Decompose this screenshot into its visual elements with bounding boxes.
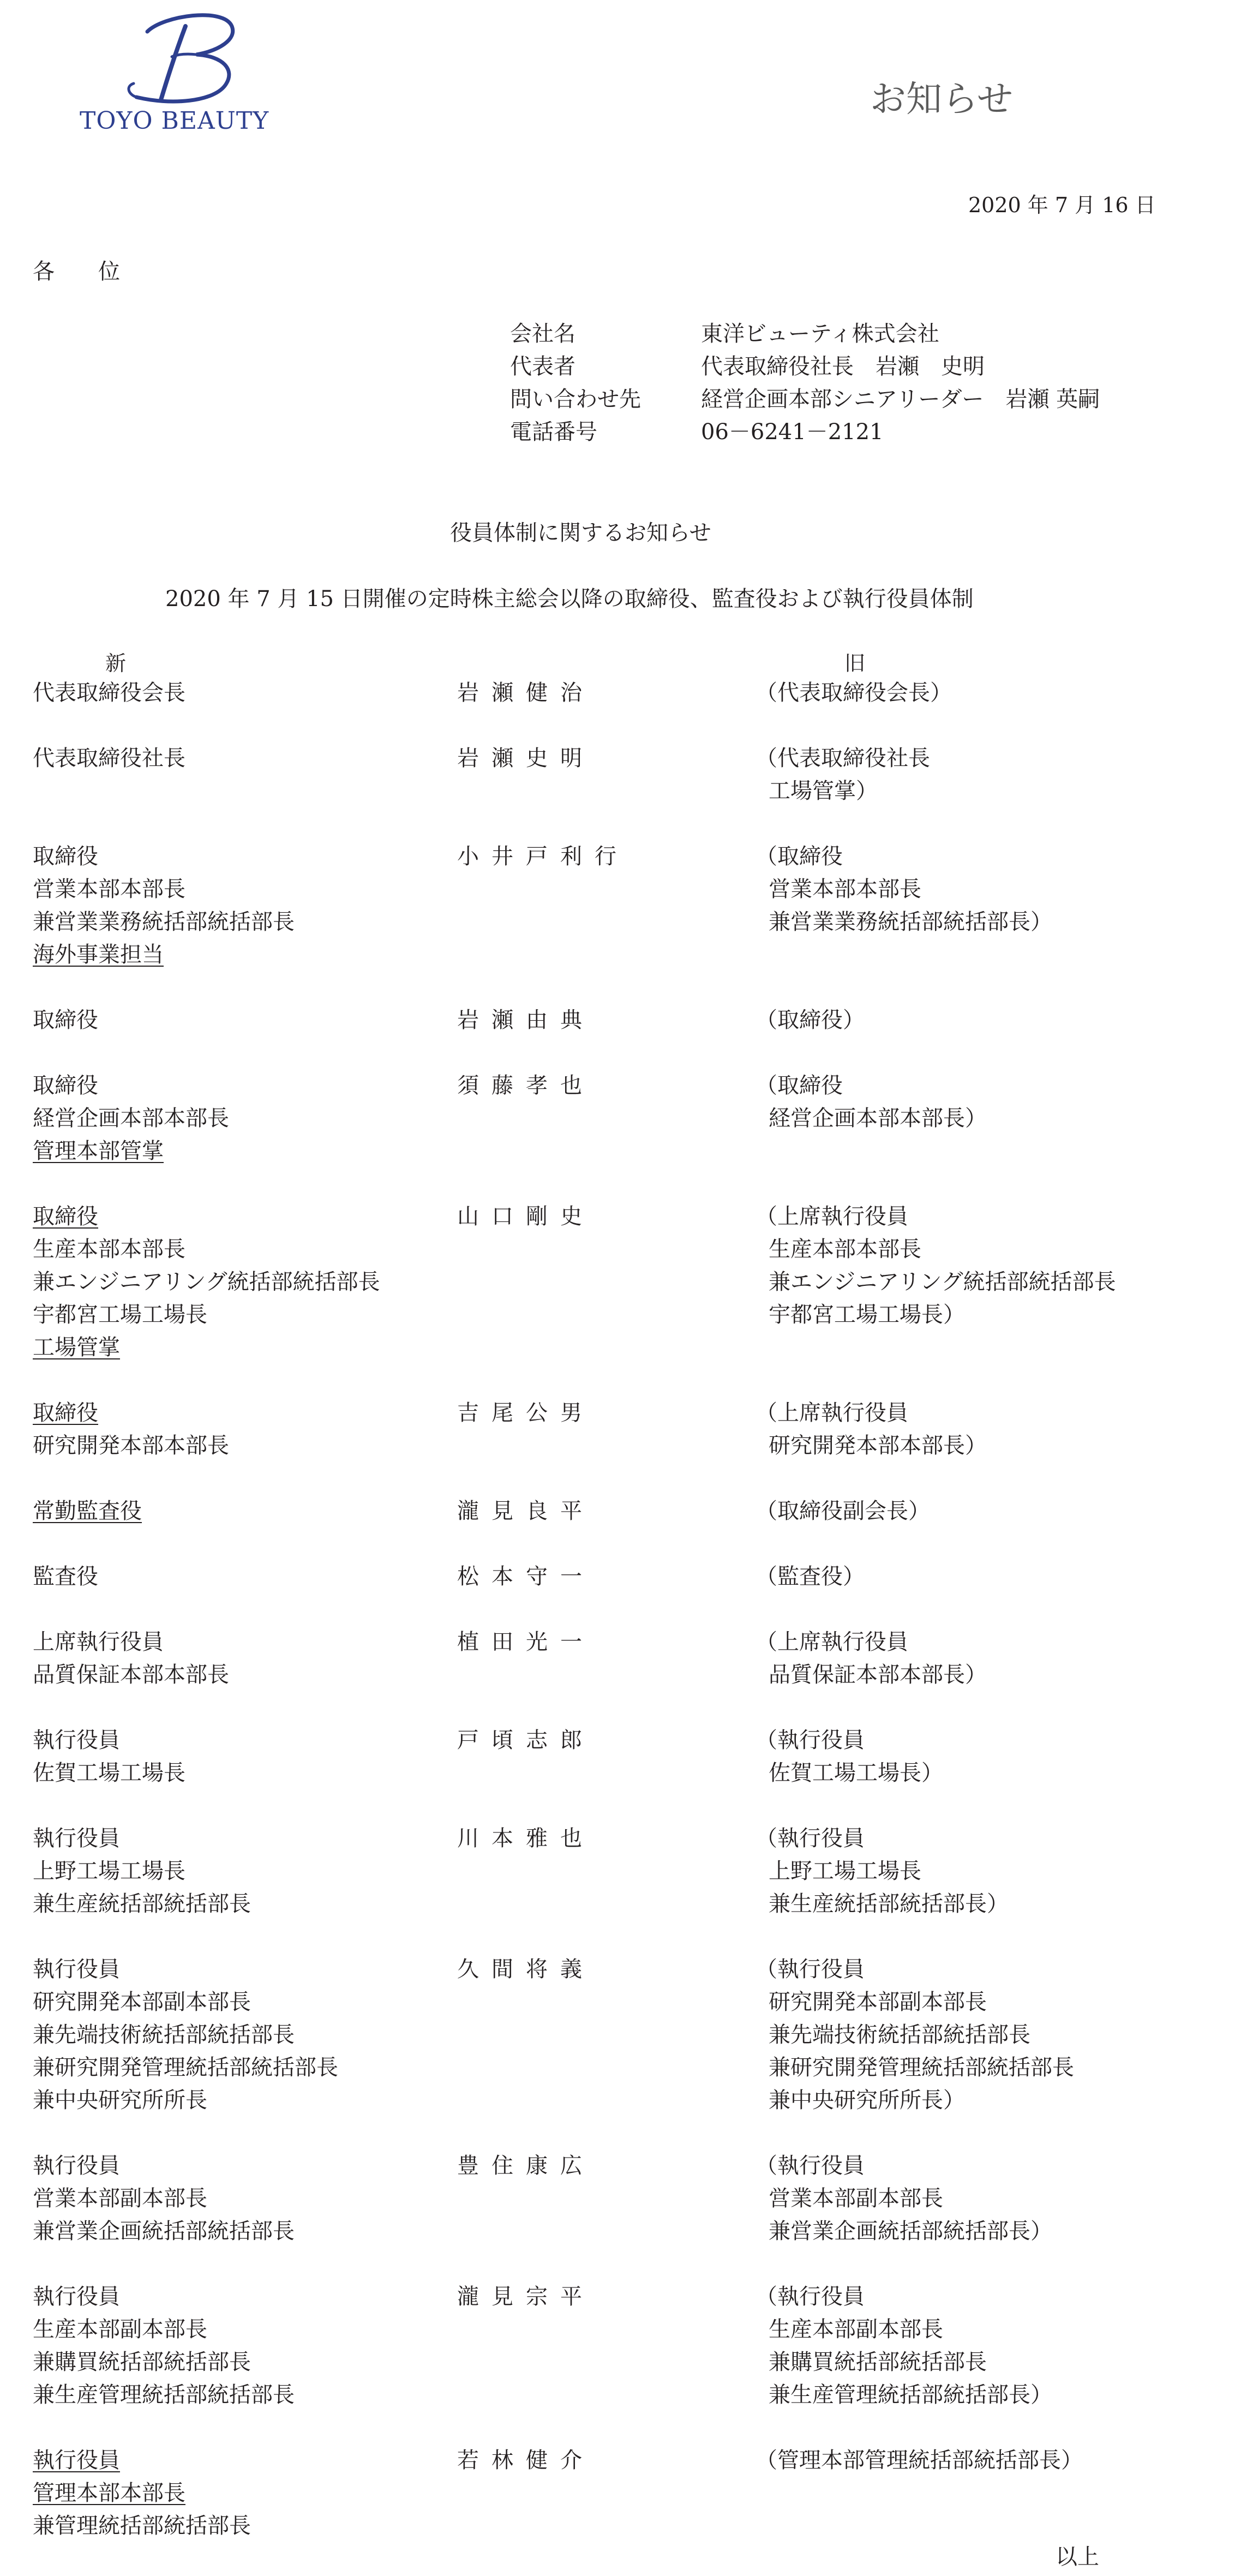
new-position <box>33 1626 229 1691</box>
new-position-line: 研究開発本部本部長 <box>33 1433 229 1458</box>
new-position-line: 兼営業企画統括部統括部長 <box>33 2219 295 2244</box>
logo-image <box>115 10 245 108</box>
old-position-line: （執行役員 <box>756 2284 865 2309</box>
officer-name: 岩瀬健治 <box>457 680 595 705</box>
new-position-line: 執行役員 <box>33 1826 120 1851</box>
old-position-line: （取締役） <box>756 1008 865 1033</box>
old-position-line: 宇都宮工場工場長） <box>769 1302 965 1327</box>
old-position-line: 兼先端技術統括部統括部長 <box>769 2022 1030 2047</box>
new-position-line: 取締役 <box>33 1008 98 1033</box>
old-position <box>756 1495 930 1527</box>
new-position-line: 兼管理統括部統括部長 <box>33 2513 251 2538</box>
company-name-label: 会社名 <box>510 321 575 346</box>
new-position-line: 管理本部本部長 <box>33 2481 185 2506</box>
old-position-line: 兼生産統括部統括部長） <box>769 1891 1009 1916</box>
new-position-line: 兼先端技術統括部統括部長 <box>33 2022 295 2047</box>
old-position-line: 研究開発本部本部長） <box>769 1433 987 1458</box>
new-position <box>33 1200 380 1364</box>
old-position-line: （監査役） <box>756 1564 865 1589</box>
old-position-line: 営業本部本部長 <box>769 877 921 902</box>
old-position <box>756 1626 987 1691</box>
old-position-line: 兼営業企画統括部統括部長） <box>769 2219 1052 2244</box>
new-position <box>33 1397 229 1462</box>
new-position-line: 取締役 <box>33 1073 98 1098</box>
officer-name: 植田光一 <box>457 1630 595 1655</box>
old-position-line: （執行役員 <box>756 1826 865 1851</box>
new-position <box>33 2444 251 2542</box>
old-position <box>756 840 1052 938</box>
new-position <box>33 1560 98 1593</box>
new-position <box>33 1724 185 1789</box>
representative-value: 代表取締役社長 岩瀬 史明 <box>701 354 985 379</box>
old-position-line: 生産本部副本部長 <box>769 2317 943 2342</box>
new-position-line: 工場管掌 <box>33 1335 120 1360</box>
old-position <box>756 1004 865 1037</box>
new-position-line: 執行役員 <box>33 2284 120 2309</box>
phone-label: 電話番号 <box>510 420 597 445</box>
new-position-line: 兼購買統括部統括部長 <box>33 2350 251 2375</box>
old-position-line: 工場管掌） <box>769 778 878 804</box>
officer-name: 瀧見宗平 <box>457 2284 595 2309</box>
logo-text: TOYO BEAUTY <box>80 107 269 135</box>
new-position-line: 研究開発本部副本部長 <box>33 1990 251 2015</box>
new-position-line: 海外事業担当 <box>33 942 164 967</box>
old-position-line: （上席執行役員 <box>756 1400 908 1425</box>
officer-name: 岩瀬史明 <box>457 746 595 771</box>
old-position <box>756 676 952 709</box>
old-position <box>756 1560 865 1593</box>
new-position-line: 代表取締役社長 <box>33 746 185 771</box>
new-position <box>33 840 295 971</box>
old-position-line: （代表取締役社長 <box>756 746 930 771</box>
new-position-line: 常勤監査役 <box>33 1499 142 1524</box>
new-position <box>33 676 185 709</box>
old-position-line: 品質保証本部本部長） <box>769 1662 987 1687</box>
phone-value: 06－6241－2121 <box>701 420 884 445</box>
officer-name: 戸頃志郎 <box>457 1728 595 1753</box>
old-position-line: （執行役員 <box>756 2153 865 2178</box>
new-position-line: 取締役 <box>33 1400 98 1425</box>
old-position-line: 兼生産管理統括部統括部長） <box>769 2382 1052 2407</box>
officer-name: 小井戸利行 <box>457 844 629 869</box>
new-position-line: 兼営業業務統括部統括部長 <box>33 909 295 934</box>
new-position-line: 営業本部本部長 <box>33 877 185 902</box>
new-position-line: 取締役 <box>33 844 98 869</box>
new-position-line: 代表取締役会長 <box>33 680 185 705</box>
old-position-line: （代表取締役会長） <box>756 680 952 705</box>
new-position-line: 兼エンジニアリング統括部統括部長 <box>33 1269 380 1295</box>
contact-value: 経営企画本部シニアリーダー 岩瀬 英嗣 <box>701 387 1100 412</box>
page-title: お知らせ <box>870 78 1014 120</box>
new-position-line: 宇都宮工場工場長 <box>33 1302 207 1327</box>
old-position-line: （取締役副会長） <box>756 1499 930 1524</box>
officer-name: 久間将義 <box>457 1957 595 1982</box>
column-header-new: 新 <box>105 651 127 675</box>
new-position <box>33 1004 98 1037</box>
new-position-line: 品質保証本部本部長 <box>33 1662 229 1687</box>
old-position-line: 佐賀工場工場長） <box>769 1760 943 1786</box>
old-position-line: 兼エンジニアリング統括部統括部長 <box>769 1269 1116 1295</box>
old-position-line: 生産本部本部長 <box>769 1237 921 1262</box>
subject-heading: 役員体制に関するお知らせ <box>450 520 711 546</box>
old-position-line: （取締役 <box>756 1073 843 1098</box>
old-position-line: 兼購買統括部統括部長 <box>769 2350 987 2375</box>
old-position-line: 兼研究開発管理統括部統括部長 <box>769 2055 1074 2080</box>
old-position <box>756 1200 1116 1331</box>
old-position <box>756 2149 1052 2248</box>
old-position <box>756 1069 987 1135</box>
old-position <box>756 1822 1009 1920</box>
old-position-line: （上席執行役員 <box>756 1204 908 1229</box>
officer-name: 岩瀬由典 <box>457 1008 595 1033</box>
new-position-line: 兼生産管理統括部統括部長 <box>33 2382 295 2407</box>
new-position-line: 営業本部副本部長 <box>33 2186 207 2211</box>
closing-text: 以上 <box>1056 2544 1099 2569</box>
officer-name: 吉尾公男 <box>457 1400 595 1425</box>
new-position-line: 監査役 <box>33 1564 98 1589</box>
new-position-line: 執行役員 <box>33 2448 120 2473</box>
old-position <box>756 1397 987 1462</box>
officer-name: 山口剛史 <box>457 1204 595 1229</box>
contact-label: 問い合わせ先 <box>510 387 641 412</box>
new-position <box>33 1822 251 1920</box>
new-position <box>33 1495 142 1527</box>
new-position-line: 佐賀工場工場長 <box>33 1760 185 1786</box>
old-position-line: （上席執行役員 <box>756 1630 908 1655</box>
new-position-line: 執行役員 <box>33 1728 120 1753</box>
old-position <box>756 2444 1083 2477</box>
subtitle-heading: 2020 年 7 月 15 日開催の定時株主総会以降の取締役、監査役および執行役員体制 <box>165 586 974 612</box>
officer-name: 豊住康広 <box>457 2153 595 2178</box>
old-position-line: （執行役員 <box>756 1728 865 1753</box>
new-position <box>33 2149 295 2248</box>
old-position-line: 兼営業業務統括部統括部長） <box>769 909 1052 934</box>
officer-name: 松本守一 <box>457 1564 595 1589</box>
representative-label: 代表者 <box>510 354 575 379</box>
new-position-line: 兼生産統括部統括部長 <box>33 1891 251 1916</box>
new-position-line: 生産本部本部長 <box>33 1237 185 1262</box>
old-position-line: 営業本部副本部長 <box>769 2186 943 2211</box>
new-position-line: 兼中央研究所所長 <box>33 2088 207 2113</box>
officer-name: 瀧見良平 <box>457 1499 595 1524</box>
new-position-line: 執行役員 <box>33 2153 120 2178</box>
new-position <box>33 1953 338 2117</box>
old-position-line: 兼中央研究所所長） <box>769 2088 965 2113</box>
old-position <box>756 2280 1052 2411</box>
new-position-line: 上席執行役員 <box>33 1630 164 1655</box>
old-position-line: （執行役員 <box>756 1957 865 1982</box>
new-position-line: 管理本部管掌 <box>33 1139 164 1164</box>
new-position-line: 生産本部副本部長 <box>33 2317 207 2342</box>
new-position-line: 執行役員 <box>33 1957 120 1982</box>
new-position <box>33 1069 229 1167</box>
old-position-line: 研究開発本部副本部長 <box>769 1990 987 2015</box>
old-position-line: （管理本部管理統括部統括部長） <box>756 2448 1083 2473</box>
old-position <box>756 742 930 807</box>
new-position-line: 取締役 <box>33 1204 98 1229</box>
officer-name: 若林健介 <box>457 2448 595 2473</box>
officer-name: 須藤孝也 <box>457 1073 595 1098</box>
old-position <box>756 1953 1074 2117</box>
column-header-old: 旧 <box>844 651 866 675</box>
new-position-line: 上野工場工場長 <box>33 1859 185 1884</box>
company-name-value: 東洋ビューティ株式会社 <box>701 321 939 346</box>
new-position-line: 経営企画本部本部長 <box>33 1106 229 1131</box>
new-position <box>33 2280 295 2411</box>
officer-name: 川本雅也 <box>457 1826 595 1851</box>
old-position-line: 経営企画本部本部長） <box>769 1106 987 1131</box>
addressee: 各 位 <box>33 259 120 284</box>
old-position <box>756 1724 943 1789</box>
old-position-line: 上野工場工場長 <box>769 1859 921 1884</box>
new-position-line: 兼研究開発管理統括部統括部長 <box>33 2055 338 2080</box>
old-position-line: （取締役 <box>756 844 843 869</box>
new-position <box>33 742 185 775</box>
document-date: 2020 年 7 月 16 日 <box>968 193 1156 217</box>
